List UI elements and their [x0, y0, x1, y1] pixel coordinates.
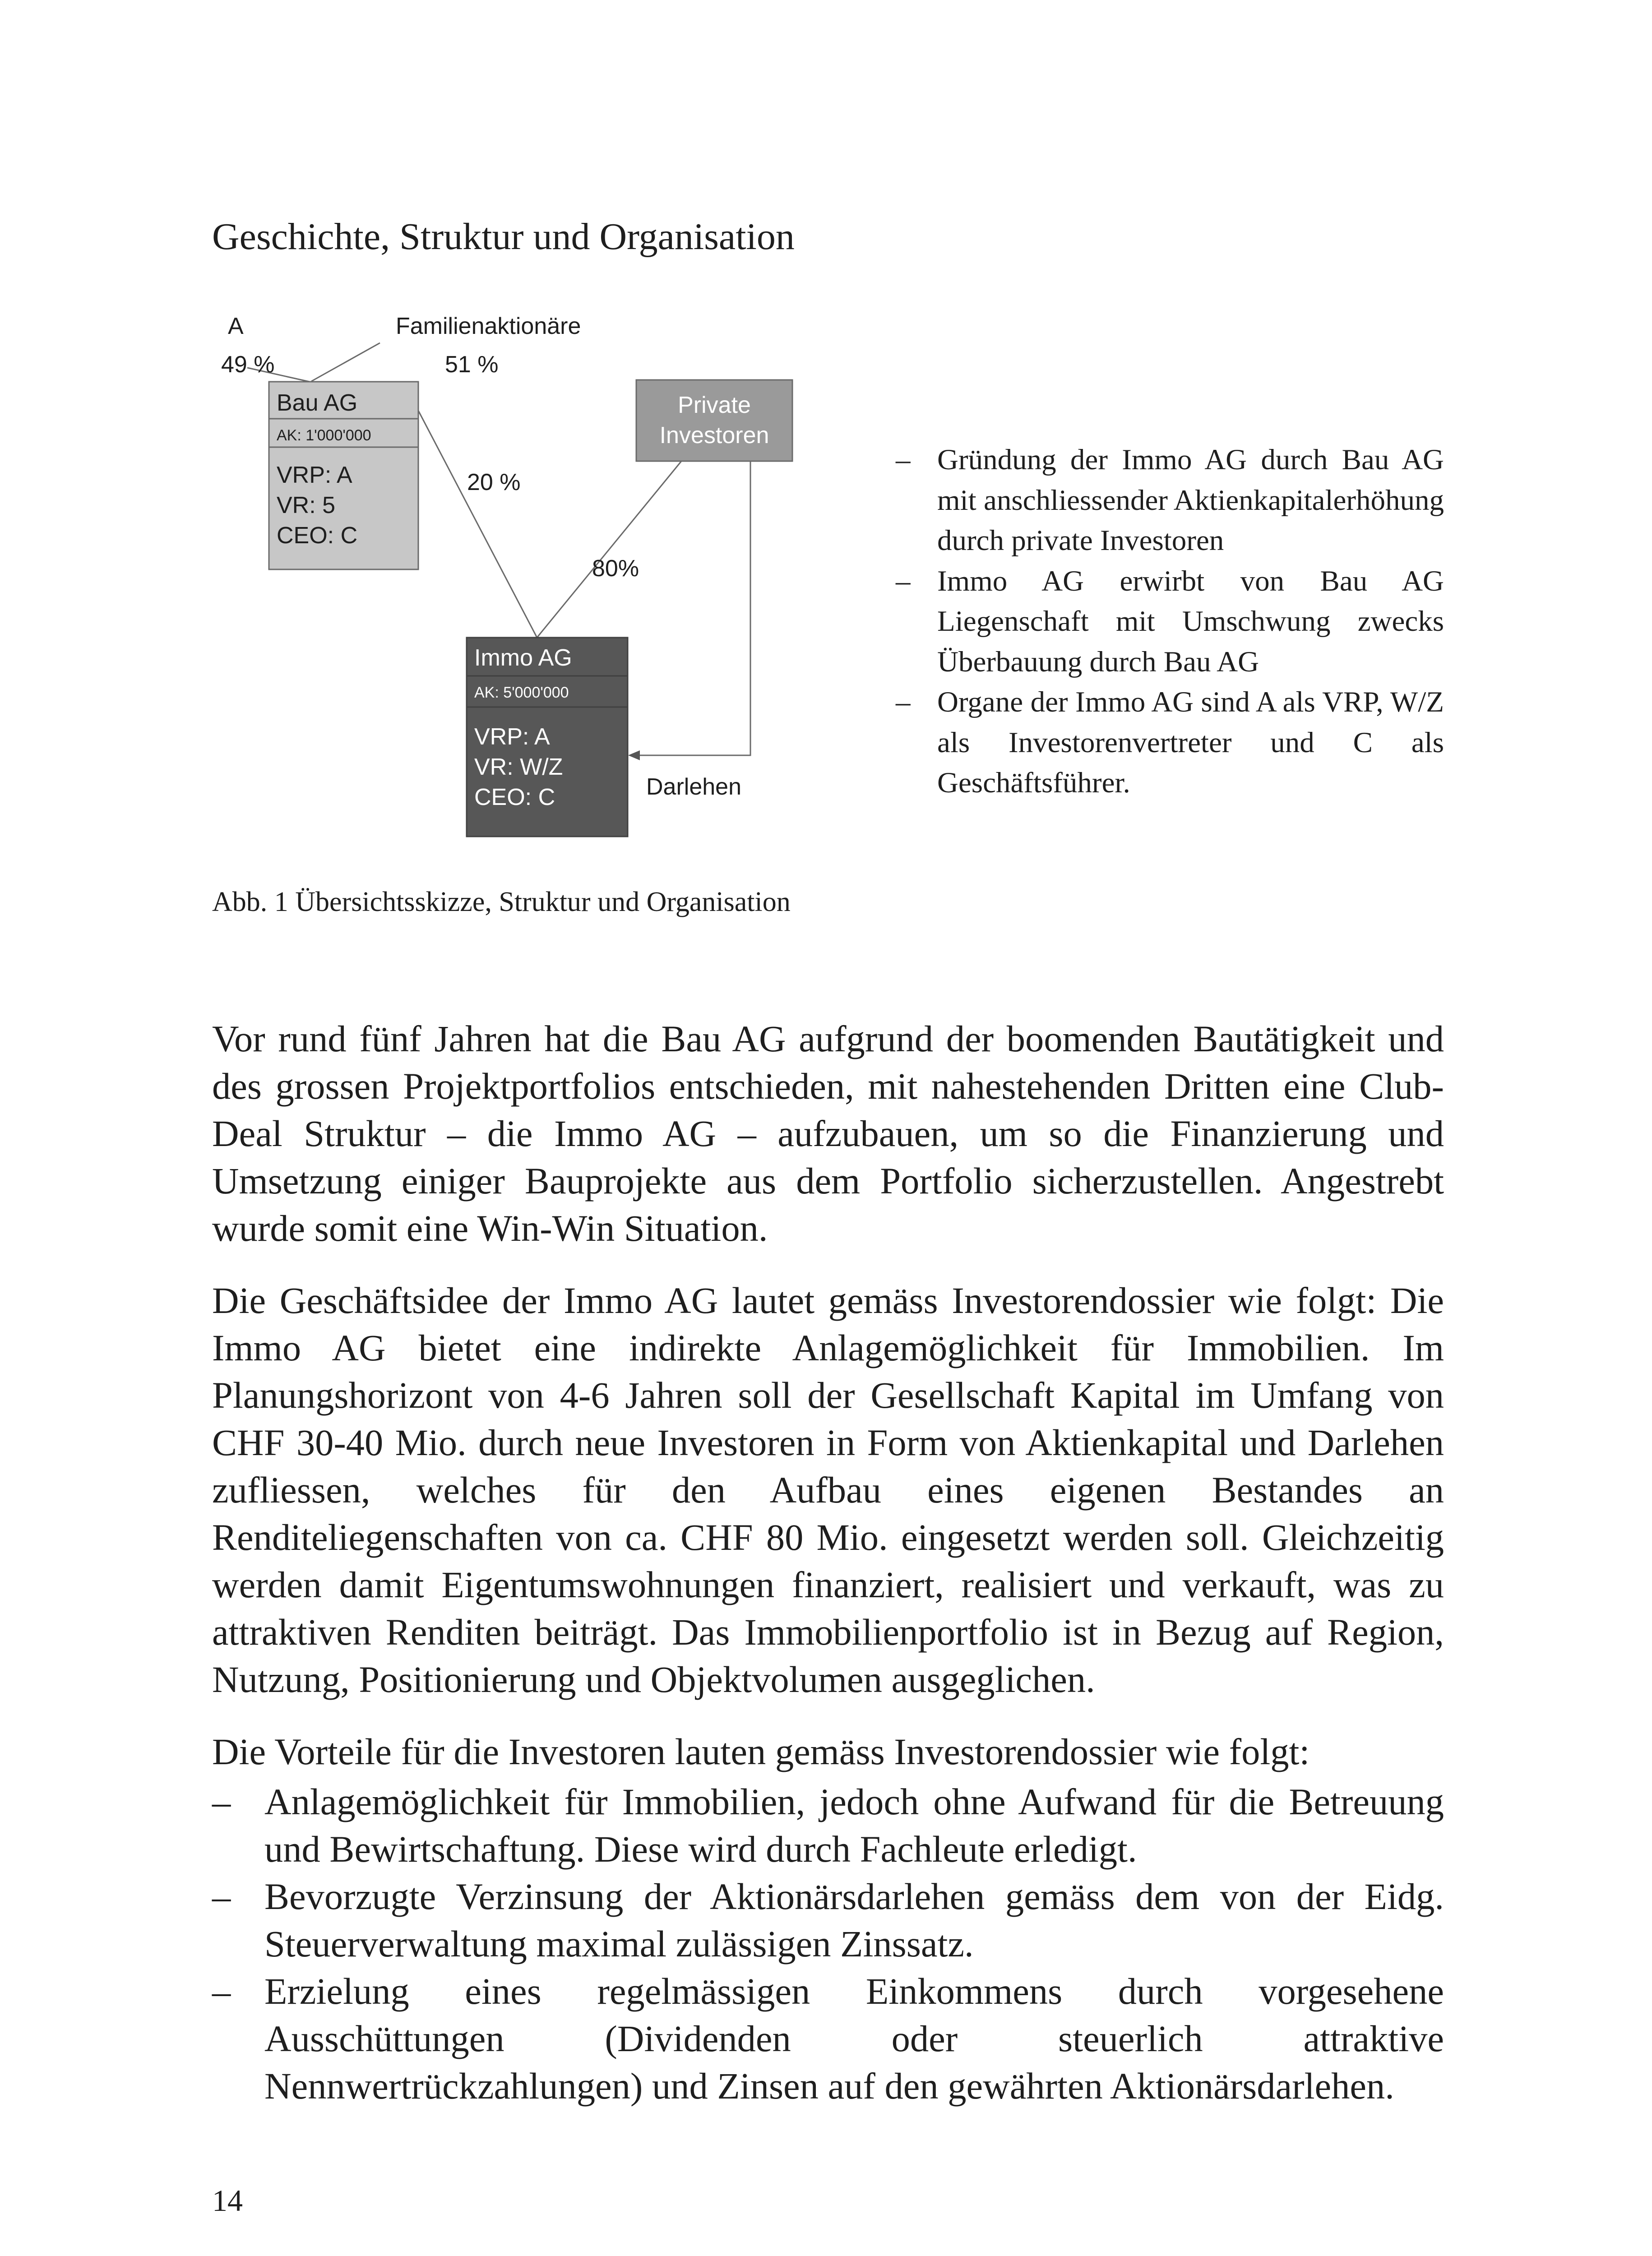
label-familienaktionaere: Familienaktionäre — [396, 313, 581, 339]
list-item-text: Immo AG erwirbt von Bau AG Liegenschaft mit Umschwung zwecks Überbauung durch Bau AG — [937, 564, 1444, 678]
list-item — [896, 682, 1444, 804]
list-item — [212, 1968, 1444, 2110]
private-line1: Private — [678, 392, 751, 418]
list-dash: – — [896, 444, 911, 476]
line-family — [311, 343, 380, 381]
list-item-text: Gründung der Immo AG durch Bau AG mit anschliessender Aktienkapitalerhöhung durch private Investoren — [937, 444, 1444, 557]
list-dash: – — [896, 564, 911, 597]
list-dash: – — [212, 1970, 231, 2012]
private-line2: Investoren — [659, 422, 769, 448]
label-a: A — [228, 313, 244, 339]
bau-ag-box — [269, 382, 418, 569]
darlehen-arrowhead — [628, 750, 640, 760]
advantages-intro: Die Vorteile für die Investoren lauten gemäss Investorendossier wie folgt: — [212, 1731, 1310, 1772]
paragraph: Die Geschäftsidee der Immo AG lautet gemäss Investorendossier wie folgt: Die Immo AG bietet eine indirekte Anlagemöglichkeit für Immobilien. Im Planungshorizont von 4-6 Jahren soll der Gesellschaft Kapital im Umfang von CHF 30-40 Mio. durch neue Investoren in Form von Aktienkapital und Darlehen zufliessen, welches für den Aufbau eines eigenen Bestandes an Renditeliegenschaften von ca. CHF 80 Mio. eingesetzt werden soll. Gleichzeitig werden damit Eigentumswohnungen finanziert, realisiert und verkauft, was zu attraktiven Renditen beiträgt. Das Immobilienportfolio ist in Bezug auf Region, Nutzung, Positionierung und Objektvolumen ausgeglichen. — [212, 1280, 1444, 1700]
immo-ag-vr: VR: W/Z — [474, 754, 563, 780]
line-fam-bau — [377, 343, 399, 351]
bau-ag-vrp: VRP: A — [277, 462, 352, 488]
bau-ag-title: Bau AG — [277, 390, 358, 416]
line-familienaktionaere-to-bau — [377, 342, 395, 355]
page-number: 14 — [212, 2183, 243, 2218]
pct-private-to-immo: 80% — [592, 555, 639, 582]
list-dash: – — [212, 1781, 231, 1822]
list-dash: – — [212, 1876, 231, 1917]
list-item — [896, 561, 1444, 683]
line-darlehen — [634, 461, 750, 755]
list-item — [212, 1778, 1444, 1873]
bau-ag-ceo: CEO: C — [277, 522, 358, 549]
label-darlehen: Darlehen — [646, 774, 742, 800]
immo-ag-ceo: CEO: C — [474, 784, 555, 810]
body-text — [212, 1015, 1444, 2110]
immo-ag-vrp: VRP: A — [474, 724, 550, 750]
list-item-text: Bevorzugte Verzinsung der Aktionärsdarlehen gemäss dem von der Eidg. Steuerverwaltung maximal zulässigen Zinssatz. — [264, 1876, 1444, 1965]
immo-ag-title: Immo AG — [474, 645, 572, 671]
pct-bau-to-immo: 20 % — [467, 469, 521, 495]
line-family-shareholders — [310, 343, 370, 382]
line-family-to-bau-ag — [379, 343, 399, 351]
list-item-text: Erzielung eines regelmässigen Einkommens durch vorgesehene Ausschüttungen (Dividenden oder steuerlich attraktive Nennwertrückzahlungen) und Zinsen auf den gewährten Aktionärsdarlehen. — [264, 1970, 1444, 2107]
line-private-to-immo — [537, 461, 681, 638]
list-item-text: Organe der Immo AG sind A als VRP, W/Z als Investorenvertreter und C als Geschäftsführer. — [937, 686, 1444, 799]
list-item-text: Anlagemöglichkeit für Immobilien, jedoch ohne Aufwand für die Betreuung und Bewirtschaftung. Diese wird durch Fachleute erledigt. — [264, 1781, 1444, 1870]
line-bau-to-immo — [418, 411, 537, 638]
bau-ag-vr: VR: 5 — [277, 492, 336, 518]
immo-ag-box — [467, 638, 628, 837]
list-dash: – — [896, 686, 911, 718]
line-family-to-bau — [310, 346, 366, 382]
diagram-notes — [896, 440, 1444, 804]
figure-caption: Abb. 1 Übersichtsskizze, Struktur und Organisation — [212, 887, 791, 917]
private-investors-box — [636, 380, 792, 461]
line-family-bau-main — [377, 344, 384, 348]
immo-ag-capital: AK: 5'000'000 — [474, 684, 569, 701]
pct-a: 49 % — [221, 351, 275, 378]
list-item — [212, 1873, 1444, 1968]
bau-ag-capital: AK: 1'000'000 — [277, 427, 371, 444]
pct-family: 51 % — [445, 351, 499, 378]
structure-diagram — [194, 298, 835, 857]
section-title: Geschichte, Struktur und Organisation — [212, 216, 795, 258]
list-item — [896, 440, 1444, 561]
paragraph: Vor rund fünf Jahren hat die Bau AG aufgrund der boomenden Bautätigkeit und des grossen Projektportfolios entschieden, mit nahestehenden Dritten eine Club-Deal Struktur – die Immo AG – aufzubauen, um so die Finanzierung und Umsetzung einiger Bauprojekte aus dem Portfolio sicherzustellen. Angestrebt wurde somit eine Win-Win Situation. — [212, 1018, 1444, 1249]
